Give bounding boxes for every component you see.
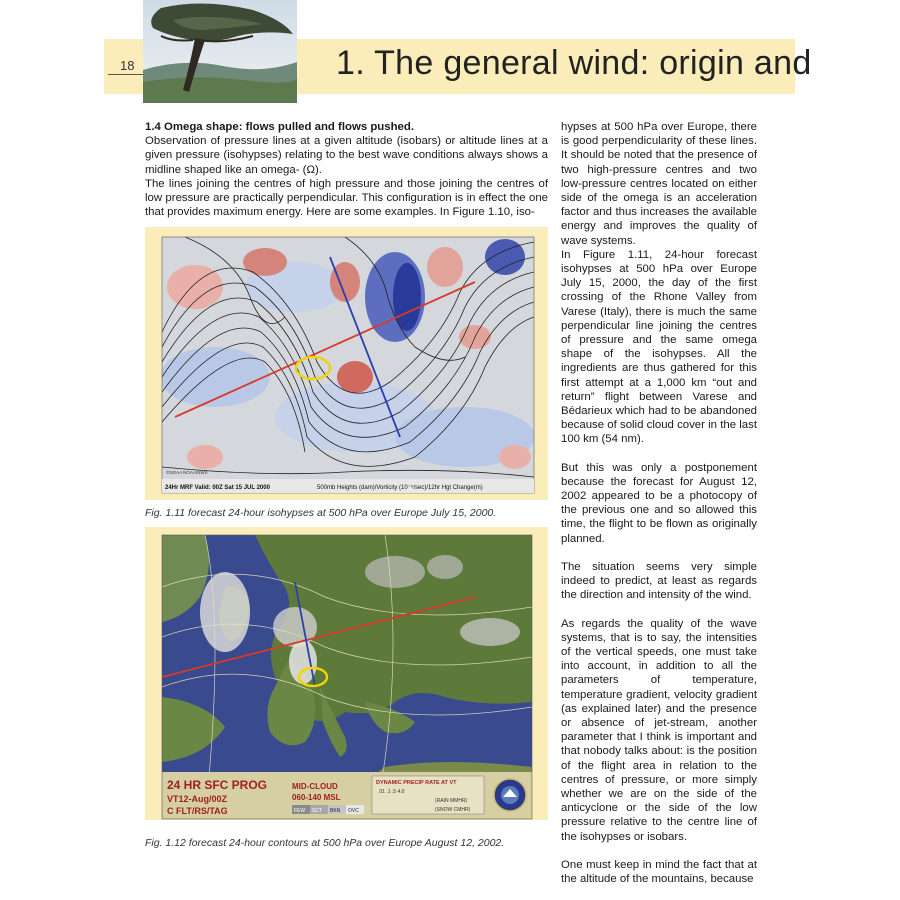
legend-title: 24 HR SFC PROG xyxy=(167,778,268,792)
paragraph-omega-intro: Observation of pressure lines at a given altitude (isobars) or altitude lines at a given pressure (isohypses) relating to the best wave conditions always shows a midline shaped like an omega- (Ω). xyxy=(145,135,548,176)
figure-2-map xyxy=(145,527,548,820)
paragraph-wave-quality: As regards the quality of the wave systems, that is to say, the intensities of the vertical speeds, one must take into account, in addition to all the parameters of temperature, temperature gradient, velocity gradient (as explained later) and the presence or absence of jet-stream, another parameter that I think is important and that nobody talks about: is the position of the flight area in relation to the centres of pressure, or more simply whether we are on the side of the anticyclone or the side of the low pressure relative to the centre line of the isohypses or isobars. xyxy=(561,617,757,843)
mid-cloud-title: MID-CLOUD xyxy=(292,782,338,791)
cloud-box-ovc: OVC xyxy=(348,808,359,814)
chapter-title: 1. The general wind: origin and xyxy=(336,44,812,82)
figure-2-panel xyxy=(145,527,548,820)
noaa-seal-icon xyxy=(494,779,526,811)
map-stamp: ©NOAA NOAA/NWS xyxy=(166,470,208,475)
paragraph-postponement: But this was only a postponement because the forecast for August 12, 2002 appeared to be a photocopy of the previous one and so allowed this time, the flight to be flown as originally planned. xyxy=(561,461,757,545)
figure-2-caption: Fig. 1.12 forecast 24-hour contours at 500 hPa over Europe August 12, 2002. xyxy=(145,837,505,849)
precip-snow: (SNOW CMHR) xyxy=(435,807,471,813)
paragraph-mountains: One must keep in mind the fact that at the altitude of the mountains, because xyxy=(561,858,757,885)
header-photo-windswept-tree xyxy=(143,0,297,103)
paragraph-perpendicularity: hypses at 500 hPa over Europe, there is good perpendicularity of these lines. It should be noted that the presence of two high-pressure centres and two low-pressure centres located on either side of the omega is an acceleration factor and thus increases the available energy and improves the quality of wave systems. xyxy=(561,121,757,247)
mid-cloud-range: 060-140 MSL xyxy=(292,793,341,802)
cloud-box-sct: SCT xyxy=(312,808,322,814)
precip-values: .01 .1 .5 4.0 xyxy=(378,789,405,795)
right-column xyxy=(561,120,757,886)
section-heading: 1.4 Omega shape: flows pulled and flows pushed. xyxy=(145,121,414,133)
paragraph-figure-1-11: In Figure 1.11, 24-hour forecast isohypses at 500 hPa over Europe July 15, 2000, the day of the first crossing of the Rhone Valley from Varese (Italy), there is much the same perpendicular line joining the centres of pressure and the same omega shape of the isohypses. All the ingredients are thus gathered for this first attempt at a 1,000 km “out and return” flight between Varese and Bédarieux which had to be abandoned because of solid cloud cover in the last 100 km (54 nm). xyxy=(561,248,757,446)
precip-title: DYNAMIC PRECIP RATE AT VT xyxy=(376,780,457,786)
cloud-box-few: FEW xyxy=(294,808,306,814)
map-footer-legend: 500mb Heights (dam)/Vorticity (10⁻⁵/sec)/12hr Hgt Change(m) xyxy=(317,485,483,491)
cloud-box-bkn: BKN xyxy=(330,808,341,814)
paragraph-perpendicular: The lines joining the centres of high pressure and those joining the centres of low pressure are practically perpendicular. This configuration is in effect the one that provides maximum energy. Here are some examples. In Figure 1.10, iso- xyxy=(145,177,548,219)
page-number: 18 xyxy=(120,58,135,73)
left-column xyxy=(145,120,548,219)
precip-rain: (RAIN MMHR) xyxy=(435,798,468,804)
figure-1-panel xyxy=(145,227,548,500)
paragraph-situation: The situation seems very simple indeed to predict, at least as regards the direction and intensity of the wind. xyxy=(561,560,757,602)
legend-flt-code: C FLT/RS/TAG xyxy=(167,806,228,816)
figure-1-caption: Fig. 1.11 forecast 24-hour isohypses at 500 hPa over Europe July 15, 2000. xyxy=(145,507,497,519)
map-footer-valid: 24Hr MRF Valid: 00Z Sat 15 JUL 2000 xyxy=(165,485,270,491)
page-number-rule xyxy=(108,74,144,75)
legend-valid-time: VT12-Aug/00Z xyxy=(167,794,228,804)
cloud-cover-boxes xyxy=(292,805,364,814)
figure-1-map xyxy=(145,227,548,500)
